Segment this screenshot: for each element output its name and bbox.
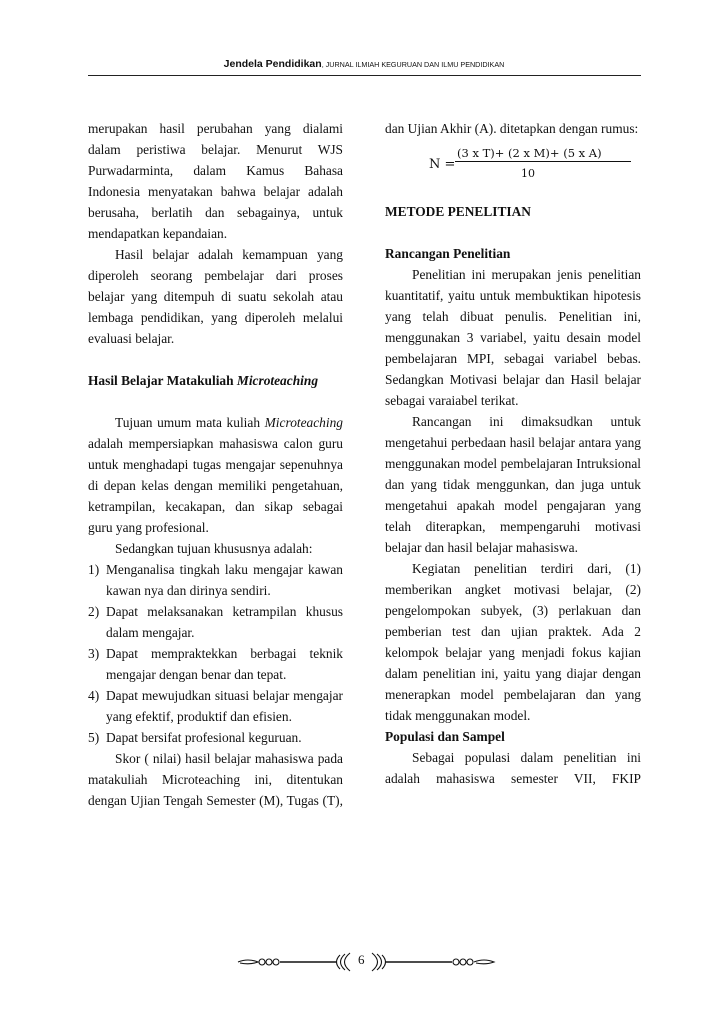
spacer — [385, 191, 641, 201]
formula-numerator: (3 x T)+ (2 x M)+ (5 x A) — [457, 146, 602, 160]
paragraph: Sedangkan tujuan khususnya adalah: — [115, 541, 313, 556]
heading-text: Hasil Belajar Matakuliah — [88, 373, 237, 388]
subsection-heading: Rancangan Penelitian — [385, 246, 511, 261]
left-column — [88, 118, 343, 811]
list-text: Menganalisa tingkah laku mengajar kawan kawan nya dan dirinya sendiri. — [106, 562, 343, 598]
list-item — [88, 685, 343, 727]
paragraph: Rancangan ini dimaksudkan untuk mengetahui perbedaan hasil belajar antara yang menggunakan model pembelajaran Intruksional dan yang tidak menggunkan, dan juga untuk mengetahui apakah model pengajaran yang telah diterapkan, mempengaruhi motivasi belajar dan hasil belajar mahasiswa. — [385, 414, 641, 555]
journal-name: Jendela Pendidikan — [223, 58, 322, 70]
paragraph: Sebagai populasi dalam penelitian ini adalah mahasiswa semester VII, FKIP — [385, 750, 641, 786]
text: adalah mempersiapkan mahasiswa calon guru untuk menghadapi tugas mengajar sepenuhnya di depan kelas dengan memiliki pengetahuan, ketrampilan, kecakapan, dan sikap sebagai guru yang profesional. — [88, 436, 343, 535]
fraction-bar — [455, 161, 631, 162]
paragraph: Hasil belajar adalah kemampuan yang diperoleh seorang pembelajar dari proses belajar yang ditempuh di suatu sekolah atau lembaga pendidikan, yang diperoleh melalui evaluasi belajar. — [88, 247, 343, 346]
paragraph — [88, 412, 343, 538]
paragraph: merupakan hasil perubahan yang dialami dalam peristiwa belajar. Menurut WJS Purwadarminta, dalam Kamus Bahasa Indonesia menyatakan bahwa belajar adalah berusaha, berlatih dan sebagainya, untuk mendapatkan kepandaian. — [88, 121, 343, 241]
list-text: Dapat mempraktekkan berbagai teknik mengajar dengan benar dan tepat. — [106, 646, 343, 682]
italic-text: Microteaching — [264, 415, 343, 430]
formula-lhs: N = — [429, 157, 456, 172]
spacer — [88, 391, 343, 412]
list-number: 3) — [88, 646, 100, 661]
list-text: Dapat melaksanakan ketrampilan khusus dalam mengajar. — [106, 604, 343, 640]
spacer — [385, 222, 641, 243]
list-number: 4) — [88, 688, 100, 703]
right-column — [385, 118, 641, 789]
list-number: 5) — [88, 730, 100, 745]
list-text: Dapat mewujudkan situasi belajar mengajar yang efektif, produktif dan efisien. — [106, 688, 343, 724]
subsection-heading: Populasi dan Sampel — [385, 729, 505, 744]
header-rule — [88, 75, 641, 76]
list-text: Dapat bersifat profesional keguruan. — [106, 730, 302, 745]
list-item — [88, 559, 343, 601]
paragraph: dan Ujian Akhir (A). ditetapkan dengan rumus: — [385, 121, 639, 136]
formula-denominator: 10 — [521, 167, 535, 180]
section-heading: METODE PENELITIAN — [385, 204, 531, 219]
spacer — [88, 349, 343, 370]
list-number: 1) — [88, 562, 100, 577]
list-item — [88, 601, 343, 643]
list-number: 2) — [88, 604, 100, 619]
paragraph: Kegiatan penelitian terdiri dari, (1) memberikan angket motivasi belajar, (2) pengelompokan subyek, (3) perlakuan dan pemberian test dan ujian praktek. Ada 2 kelompok belajar yang menjadi fokus kajian dalam penelitian ini, yaitu yang diajar dengan menerapkan model pembelajaran dan yang tidak menggunakan model. — [385, 561, 641, 723]
page-number: 6 — [358, 952, 365, 967]
running-header — [0, 58, 728, 70]
objectives-list — [88, 559, 343, 748]
text: Tujuan umum mata kuliah — [115, 415, 265, 430]
score-formula — [385, 139, 641, 191]
heading-italic: Microteaching — [236, 373, 319, 388]
paragraph: Skor ( nilai) hasil belajar mahasiswa pada matakuliah Microteaching ini, ditentukan dengan Ujian Tengah Semester (M), Tugas (T), — [88, 751, 343, 808]
section-heading — [88, 370, 343, 391]
paragraph: Penelitian ini merupakan jenis penelitian kuantitatif, yaitu untuk membuktikan hipotesis yang telah dibuat penulis. Penelitian ini, menggunakan 3 variabel, yaitu desain model pembelajaran MPI, sebagai variabel bebas. Sedangkan Motivasi belajar dan Hasil belajar sebagai varaiabel terikat. — [385, 267, 641, 408]
list-item — [88, 727, 343, 748]
journal-subtitle: , JURNAL ILMIAH KEGURUAN DAN ILMU PENDIDIKAN — [321, 60, 505, 69]
list-item — [88, 643, 343, 685]
